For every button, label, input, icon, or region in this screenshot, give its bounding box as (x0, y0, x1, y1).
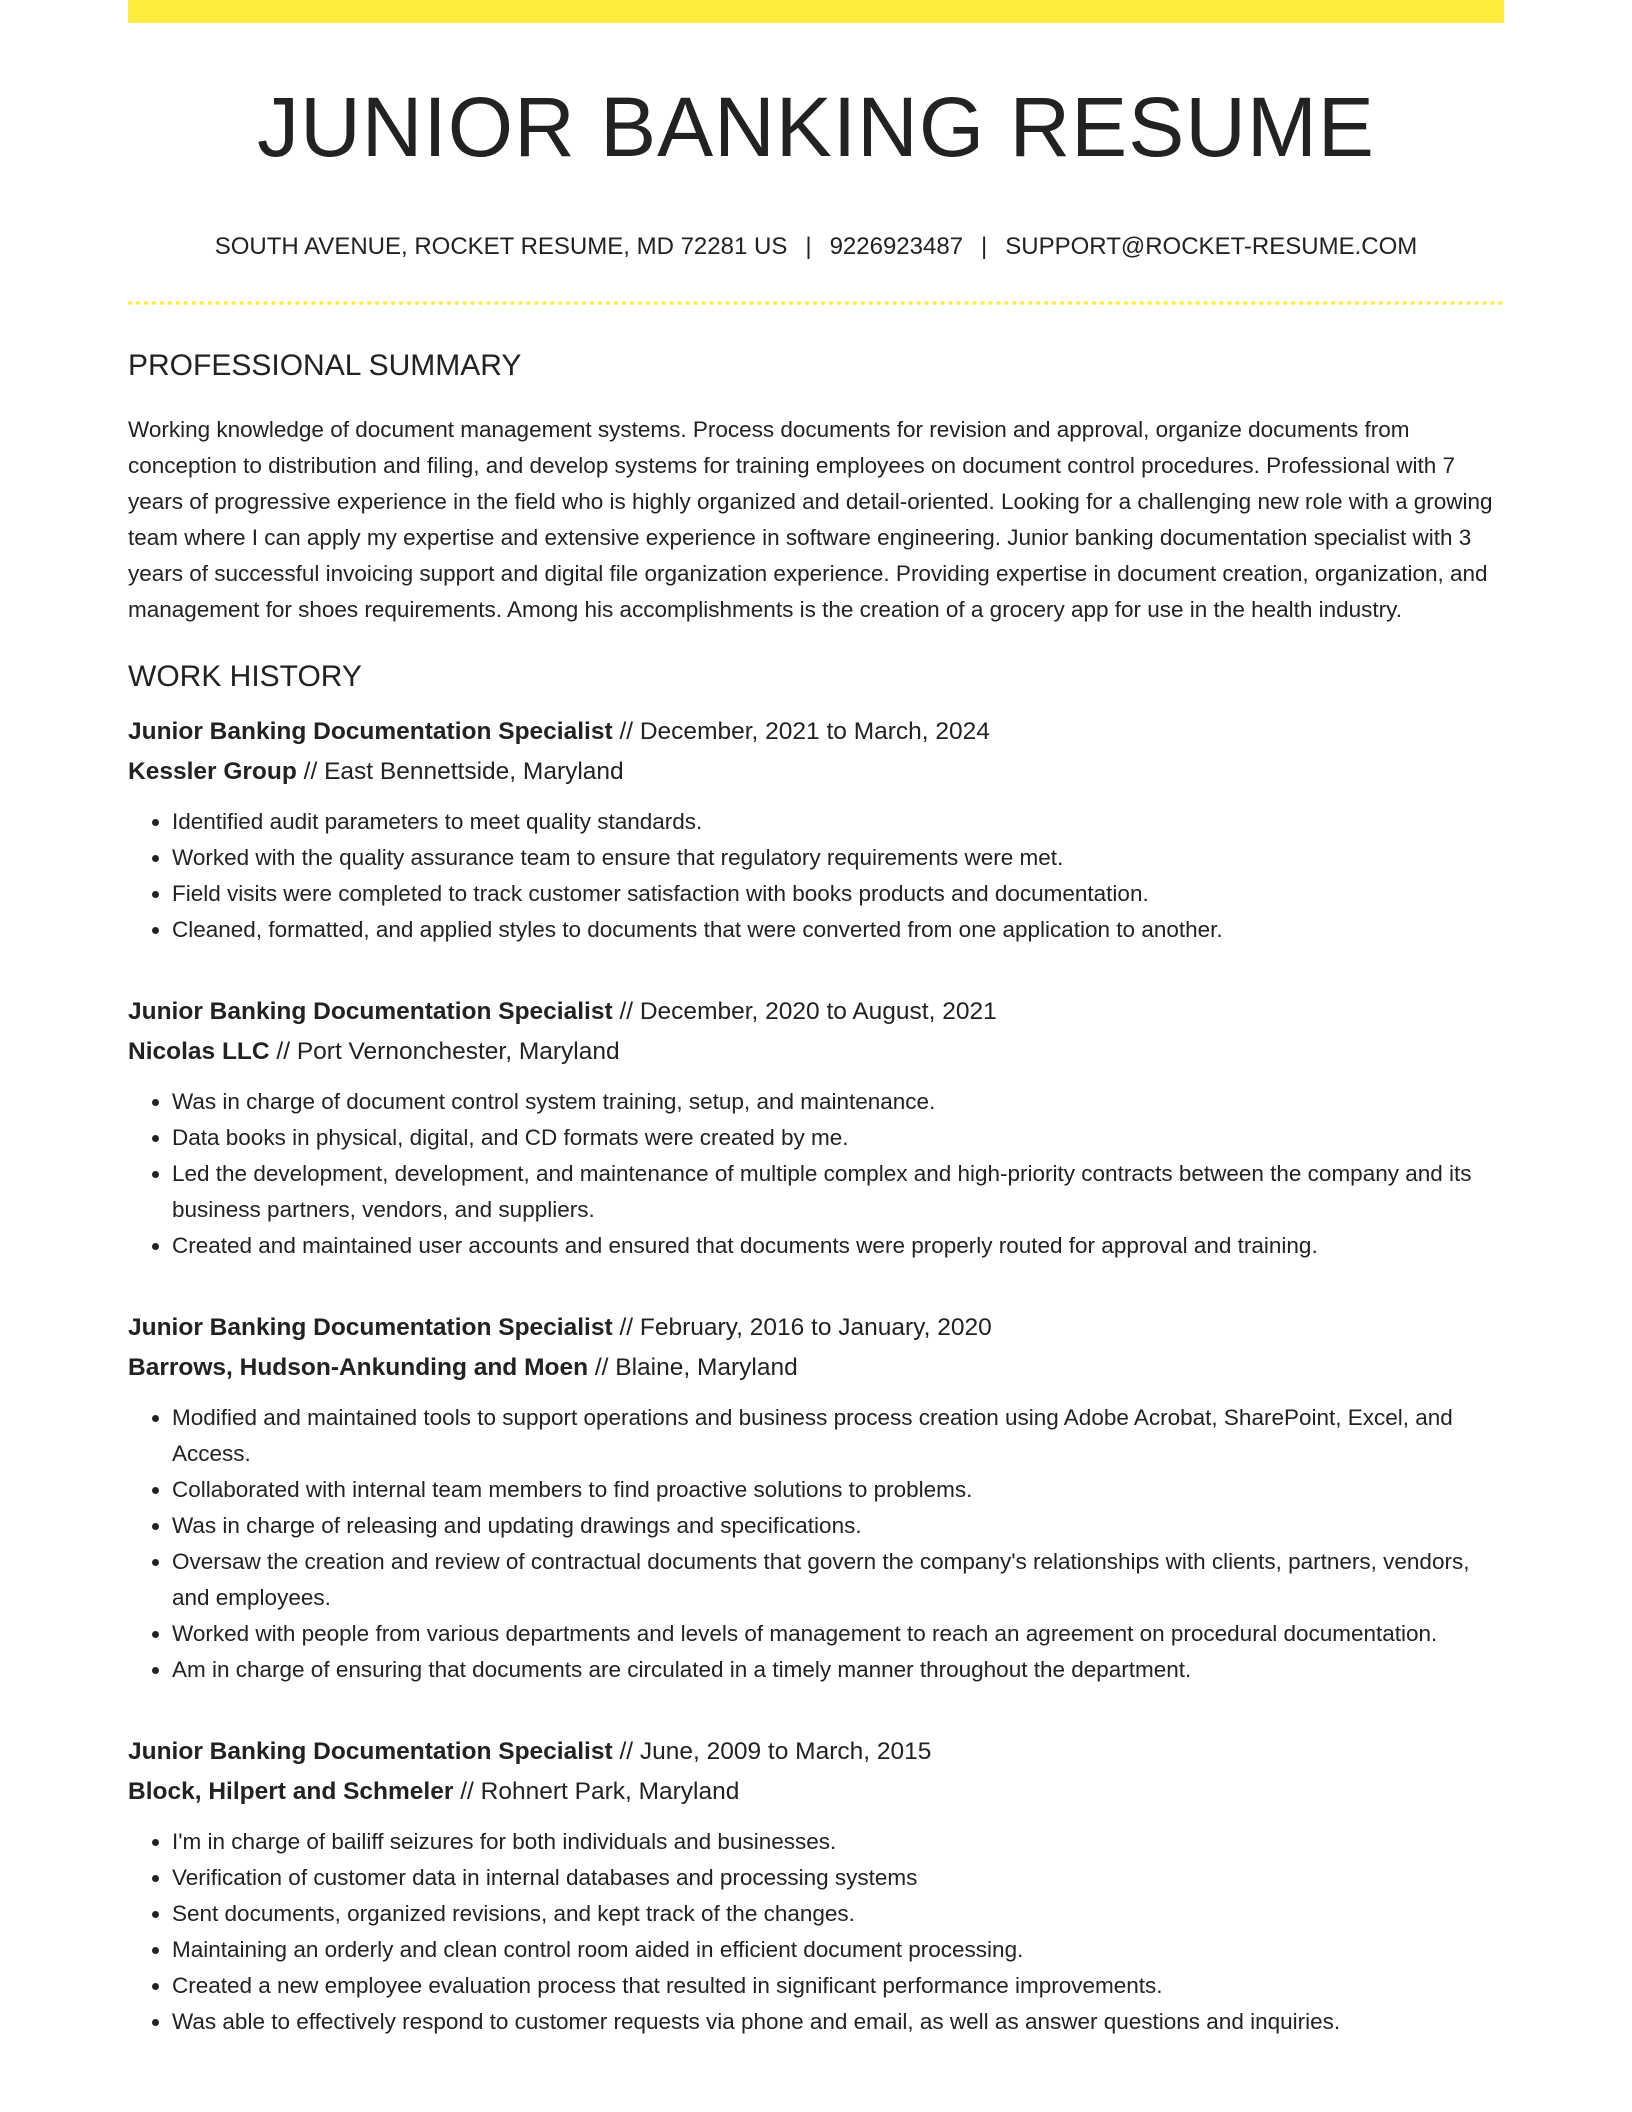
job-title-line (128, 1308, 1504, 1348)
contact-separator: | (981, 233, 988, 260)
job-bullet-item: • Am in charge of ensuring that documents are circulated in a timely manner throughout the department. (172, 1652, 1504, 1688)
job-title: Junior Banking Documentation Specialist (128, 1738, 613, 1765)
job-company: Block, Hilpert and Schmeler (128, 1778, 454, 1805)
job-bullet-item: • I'm in charge of bailiff seizures for both individuals and businesses. (172, 1824, 1504, 1860)
job-bullet-item: • Worked with the quality assurance team to ensure that regulatory requirements were met. (172, 840, 1504, 876)
job-title: Junior Banking Documentation Specialist (128, 998, 613, 1025)
job-title-line (128, 712, 1504, 752)
job-bullets (128, 1400, 1504, 1688)
job-bullet-item: • Identified audit parameters to meet quality standards. (172, 804, 1504, 840)
job-bullet-item: • Collaborated with internal team members to find proactive solutions to problems. (172, 1472, 1504, 1508)
job-bullet-item: • Maintaining an orderly and clean control room aided in efficient document processing. (172, 1932, 1504, 1968)
job-bullet-item: • Was in charge of releasing and updating drawings and specifications. (172, 1508, 1504, 1544)
job-bullets (128, 1824, 1504, 2040)
contact-phone: 9226923487 (829, 233, 964, 260)
job-title: Junior Banking Documentation Specialist (128, 718, 613, 745)
job-title: Junior Banking Documentation Specialist (128, 1314, 613, 1341)
job-dates: // June, 2009 to March, 2015 (612, 1738, 932, 1765)
job-location: // East Bennettside, Maryland (296, 758, 624, 785)
job-location: // Rohnert Park, Maryland (453, 1778, 740, 1805)
job-bullet-item: • Created a new employee evaluation process that resulted in significant performance improvements. (172, 1968, 1504, 2004)
job-location: // Blaine, Maryland (588, 1354, 798, 1381)
job-bullets (128, 804, 1504, 948)
job-entry (128, 1732, 1504, 2040)
job-bullet-item: • Worked with people from various departments and levels of management to reach an agreement on procedural documentation. (172, 1616, 1504, 1652)
job-bullet-item: • Data books in physical, digital, and CD formats were created by me. (172, 1120, 1504, 1156)
job-dates: // February, 2016 to January, 2020 (612, 1314, 992, 1341)
job-location: // Port Vernonchester, Maryland (269, 1038, 620, 1065)
job-entry (128, 1308, 1504, 1688)
contact-address: SOUTH AVENUE, ROCKET RESUME, MD 72281 US (214, 233, 788, 260)
contact-email[interactable]: SUPPORT@ROCKET-RESUME.COM (1005, 233, 1418, 260)
work-history-heading: WORK HISTORY (128, 660, 362, 693)
job-company: Kessler Group (128, 758, 297, 785)
job-company: Nicolas LLC (128, 1038, 270, 1065)
resume-page (128, 0, 1504, 2040)
job-title-line (128, 992, 1504, 1032)
job-bullet-item: • Field visits were completed to track customer satisfaction with books products and documentation. (172, 876, 1504, 912)
job-bullet-item: • Verification of customer data in internal databases and processing systems (172, 1860, 1504, 1896)
job-company-line (128, 752, 1504, 792)
accent-top-bar (128, 0, 1504, 23)
summary-heading: PROFESSIONAL SUMMARY (128, 349, 522, 382)
job-bullet-item: • Led the development, development, and maintenance of multiple complex and high-priority contracts between the company and its business partners, vendors, and suppliers. (172, 1156, 1504, 1228)
job-company-line (128, 1772, 1504, 1812)
job-dates: // December, 2021 to March, 2024 (612, 718, 990, 745)
contact-line (128, 235, 1504, 259)
contact-separator: | (805, 233, 812, 260)
job-bullet-item: • Modified and maintained tools to support operations and business process creation using Adobe Acrobat, SharePoint, Excel, and Access. (172, 1400, 1504, 1472)
work-history-list (128, 712, 1504, 2040)
job-company-line (128, 1348, 1504, 1388)
job-dates: // December, 2020 to August, 2021 (612, 998, 997, 1025)
summary-text: Working knowledge of document management systems. Process documents for revision and approval, organize documents from conception to distribution and filing, and develop systems for training employees on document control procedures. Professional with 7 years of progressive experience in the field who is highly organized and detail-oriented. Looking for a challenging new role with a growing team where I can apply my expertise and extensive experience in software engineering. Junior banking documentation specialist with 3 years of successful invoicing support and digital file organization experience. Providing expertise in document creation, organization, and management for shoes requirements. Among his accomplishments is the creation of a grocery app for use in the health industry. (128, 417, 1493, 622)
job-bullet-item: • Sent documents, organized revisions, and kept track of the changes. (172, 1896, 1504, 1932)
job-company-line (128, 1032, 1504, 1072)
dotted-divider (128, 301, 1504, 305)
job-bullet-item: • Oversaw the creation and review of contractual documents that govern the company's relationships with clients, partners, vendors, and employees. (172, 1544, 1504, 1616)
job-entry (128, 992, 1504, 1264)
job-title-line (128, 1732, 1504, 1772)
job-entry (128, 712, 1504, 948)
job-bullets (128, 1084, 1504, 1264)
job-bullet-item: • Created and maintained user accounts and ensured that documents were properly routed for approval and training. (172, 1228, 1504, 1264)
job-bullet-item: • Was in charge of document control system training, setup, and maintenance. (172, 1084, 1504, 1120)
job-company: Barrows, Hudson-Ankunding and Moen (128, 1354, 589, 1381)
job-bullet-item: • Cleaned, formatted, and applied styles to documents that were converted from one application to another. (172, 912, 1504, 948)
resume-title: JUNIOR BANKING RESUME (257, 80, 1375, 174)
job-bullet-item: • Was able to effectively respond to customer requests via phone and email, as well as answer questions and inquiries. (172, 2004, 1504, 2040)
